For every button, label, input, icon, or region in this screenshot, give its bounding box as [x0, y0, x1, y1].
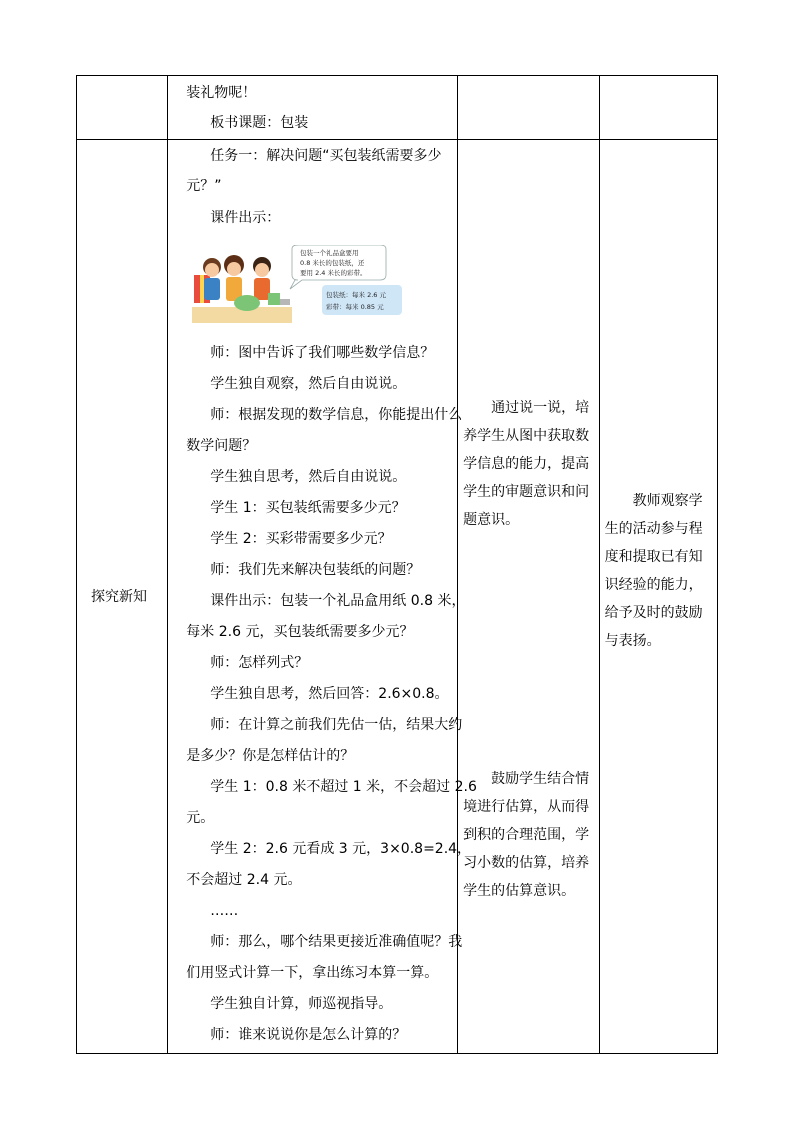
text-line: 通过说一说，培 [491, 400, 590, 416]
table-row-intro [77, 76, 718, 140]
process-cell-intro [168, 76, 458, 140]
stage-label: 探究新知 [91, 589, 147, 605]
assessment-paragraph [605, 487, 703, 655]
text-line: 度和提取已有知 [604, 549, 703, 565]
stage-cell-empty [77, 76, 168, 140]
text-line: 装礼物呢！ [186, 85, 257, 101]
text-line: 生的活动参与程 [604, 521, 703, 537]
text-line: 们用竖式计算一下，拿出练习本算一算。 [186, 965, 439, 981]
text-line: 师：怎样列式？ [210, 655, 309, 671]
text-line: 师：图中告诉了我们哪些数学信息？ [210, 345, 435, 361]
textbook-illustration [192, 245, 406, 325]
text-line: 课件出示：包装一个礼品盒用纸 0.8 米， [210, 593, 466, 609]
text-line: 学生的审题意识和问 [463, 484, 590, 500]
assessment-cell-empty [599, 76, 717, 140]
text-line: 元。 [186, 810, 215, 826]
table-row-explore [77, 140, 718, 1054]
text-line: 任务一：解决问题“买包装纸需要多少 [210, 148, 442, 164]
text-line: 习小数的估算，培养 [463, 855, 590, 871]
text-line: 题意识。 [463, 512, 520, 528]
lesson-plan-table [76, 75, 718, 1054]
text-line: 不会超过 2.4 元。 [186, 872, 302, 888]
text-line: 数学问题？ [186, 438, 257, 454]
text-line: 学信息的能力，提高 [463, 456, 590, 472]
text-line: 师：那么，哪个结果更接近准确值呢？我 [210, 934, 463, 950]
children-wrapping-gifts-image [192, 245, 406, 325]
text-line: 识经验的能力， [604, 577, 703, 593]
speech-line: 要用 2.4 米长的彩带。 [300, 269, 367, 277]
text-line: 板书课题：包装 [210, 115, 309, 131]
text-line: 到积的合理范围，学 [463, 827, 590, 843]
text-line: 境进行估算，从而得 [463, 799, 590, 815]
assessment-cell [599, 140, 717, 1054]
intent-paragraph-1 [463, 394, 589, 534]
text-line: 学生 2：买彩带需要多少元？ [210, 531, 392, 547]
text-line: 课件出示： [210, 210, 281, 226]
process-cell-explore [168, 140, 477, 1054]
text-line: 与表扬。 [604, 633, 661, 649]
text-line: 学生独自计算，师巡视指导。 [210, 996, 393, 1012]
text-line: 学生 1：0.8 米不超过 1 米，不会超过 2.6 [210, 779, 477, 795]
text-line: 师：在计算之前我们先估一估，结果大约 [210, 717, 463, 733]
text-line: 给予及时的鼓励 [604, 605, 703, 621]
text-line: 是多少？你是怎样估计的？ [186, 748, 355, 764]
text-line: …… [210, 903, 239, 919]
price-line: 包装纸：每米 2.6 元 [326, 291, 387, 299]
intent-paragraph-2 [463, 765, 589, 905]
text-line: 教师观察学 [632, 493, 703, 509]
text-line: 学生独自观察，然后自由说说。 [210, 376, 407, 392]
text-line: 师：我们先来解决包装纸的问题？ [210, 562, 421, 578]
speech-line: 包装一个礼品盒要用 [300, 249, 359, 257]
design-intent-cell [458, 140, 599, 1054]
stage-cell [77, 140, 168, 1054]
text-line: 鼓励学生结合情 [491, 771, 590, 787]
text-line: 学生独自思考，然后自由说说。 [210, 469, 407, 485]
text-line: 学生的估算意识。 [463, 883, 576, 899]
text-line: 学生 1：买包装纸需要多少元？ [210, 500, 406, 516]
text-line: 师：谁来说说你是怎么计算的？ [210, 1027, 407, 1043]
intent-cell-empty [458, 76, 599, 140]
text-line: 学生 2：2.6 元看成 3 元，3×0.8=2.4， [210, 841, 472, 857]
text-line: 养学生从图中获取数 [463, 428, 590, 444]
text-line: 每米 2.6 元，买包装纸需要多少元？ [186, 624, 414, 640]
speech-line: 0.8 米长的包装纸，还 [300, 259, 365, 267]
text-line: 师：根据发现的数学信息，你能提出什么 [210, 407, 463, 423]
price-line: 彩带：每米 0.85 元 [326, 303, 384, 311]
text-line: 元？” [186, 178, 222, 194]
text-line: 学生独自思考，然后回答：2.6×0.8。 [210, 686, 449, 702]
